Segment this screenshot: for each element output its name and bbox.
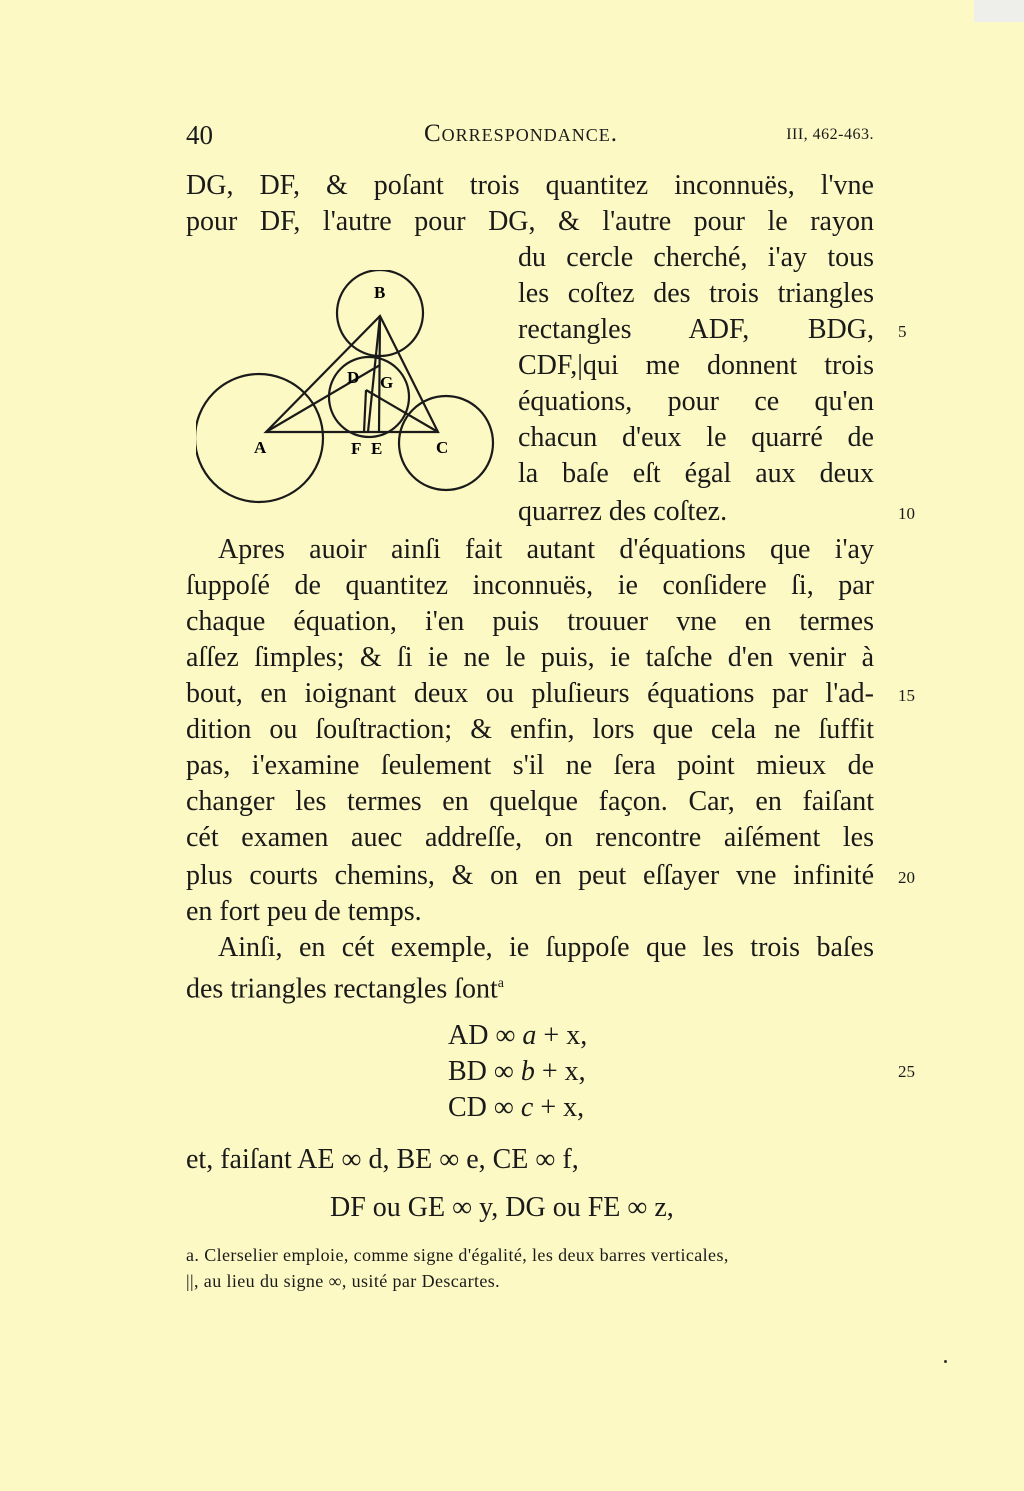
text-line: pas, i'examine ſeulement s'il ne ſera point mieux de bbox=[186, 750, 874, 781]
text-line: aſſez ſimples; & ſi ie ne le puis, ie taſche d'en venir à bbox=[186, 642, 874, 673]
text-line: chaque équation, i'en puis trouuer vne en termes bbox=[186, 606, 874, 637]
line-d-f bbox=[364, 390, 366, 432]
label-d: D bbox=[347, 368, 360, 387]
equation-ad bbox=[448, 1018, 587, 1054]
text-faisant: et, faiſant AE ∞ d, BE ∞ e, CE ∞ f, bbox=[186, 1144, 579, 1175]
eq-lhs: CD bbox=[448, 1092, 487, 1123]
eq-var: b bbox=[520, 1056, 535, 1087]
text-line: du cercle cherché, i'ay tous bbox=[518, 242, 874, 273]
eq-rel: ∞ bbox=[493, 1092, 514, 1123]
text-line: plus courts chemins, & on en peut eſſayer vne infinité bbox=[186, 860, 874, 891]
geometry-figure bbox=[196, 270, 498, 506]
line-number-margin: 25 bbox=[898, 1062, 915, 1081]
line-number-margin: 5 bbox=[898, 322, 907, 341]
eq-rel: ∞ bbox=[493, 1056, 514, 1087]
text-line: en fort peu de temps. bbox=[186, 896, 422, 927]
text-line: chacun d'eux le quarré de bbox=[518, 422, 874, 453]
text-line: les coſtez des trois triangles bbox=[518, 278, 874, 309]
equation-bd bbox=[448, 1054, 586, 1090]
running-head bbox=[186, 120, 874, 156]
text-line: changer les termes en quelque façon. Car, en faiſant bbox=[186, 786, 874, 817]
page-title: Correspondance. bbox=[424, 120, 618, 147]
text-line: équations, pour ce qu'en bbox=[518, 386, 874, 417]
line-number-margin: 20 bbox=[898, 868, 915, 887]
text-line: Apres auoir ainſi fait autant d'équations que i'ay bbox=[218, 534, 874, 565]
text-line: la baſe eſt égal aux deux bbox=[518, 458, 874, 489]
text-line bbox=[186, 966, 874, 1007]
label-c: C bbox=[436, 438, 449, 457]
speck bbox=[944, 1360, 947, 1363]
label-g: G bbox=[380, 373, 394, 392]
text-line: dition ou ſouſtraction; & enfin, lors que cela ne ſuffit bbox=[186, 714, 874, 745]
footnote-line: ||, au lieu du signe ∞, usité par Descartes. bbox=[186, 1271, 501, 1291]
eq-lhs: AD bbox=[448, 1020, 489, 1051]
volume-reference: III, 462-463. bbox=[786, 126, 874, 143]
eq-rest: + x, bbox=[540, 1092, 585, 1123]
label-f: F bbox=[351, 439, 362, 458]
text-line: cét examen auec addreſſe, on rencontre aiſément les bbox=[186, 822, 874, 853]
text-line: pour DF, l'autre pour DG, & l'autre pour le rayon bbox=[186, 206, 874, 237]
label-b: B bbox=[374, 283, 386, 302]
page-number: 40 bbox=[186, 120, 213, 150]
corner-mark bbox=[974, 0, 1024, 22]
text-line: ſuppoſé de quantitez inconnuës, ie conſidere ſi, par bbox=[186, 570, 874, 601]
eq-lhs: BD bbox=[448, 1056, 487, 1087]
label-e: E bbox=[371, 439, 383, 458]
eq-var: a bbox=[522, 1020, 537, 1051]
text-line: Ainſi, en cét exemple, ie ſuppoſe que les trois baſes bbox=[218, 932, 874, 963]
text-line: DG, DF, & poſant trois quantitez inconnuës, l'vne bbox=[186, 170, 874, 201]
label-a: A bbox=[254, 438, 267, 457]
eq-var: c bbox=[520, 1092, 534, 1123]
text-line: quarrez des coſtez. bbox=[518, 496, 728, 527]
eq-rel: ∞ bbox=[495, 1020, 516, 1051]
equation-cd bbox=[448, 1090, 584, 1126]
text-fragment: des triangles rectangles ſont bbox=[186, 973, 498, 1005]
text-line: bout, en ioignant deux ou pluſieurs équations par l'ad- bbox=[186, 678, 874, 709]
footnote-marker: a bbox=[497, 976, 505, 991]
line-number-margin: 10 bbox=[898, 504, 915, 523]
footnote-line: a. Clerselier emploie, comme signe d'égalité, les deux barres verticales, bbox=[186, 1245, 729, 1265]
text-line: rectangles ADF, BDG, bbox=[518, 314, 874, 345]
eq-rest: + x, bbox=[541, 1056, 586, 1087]
text-df-ge: DF ou GE ∞ y, DG ou FE ∞ z, bbox=[330, 1192, 674, 1223]
eq-rest: + x, bbox=[543, 1020, 588, 1051]
line-number-margin: 15 bbox=[898, 686, 915, 705]
text-line: CDF,|qui me donnent trois bbox=[518, 350, 874, 381]
